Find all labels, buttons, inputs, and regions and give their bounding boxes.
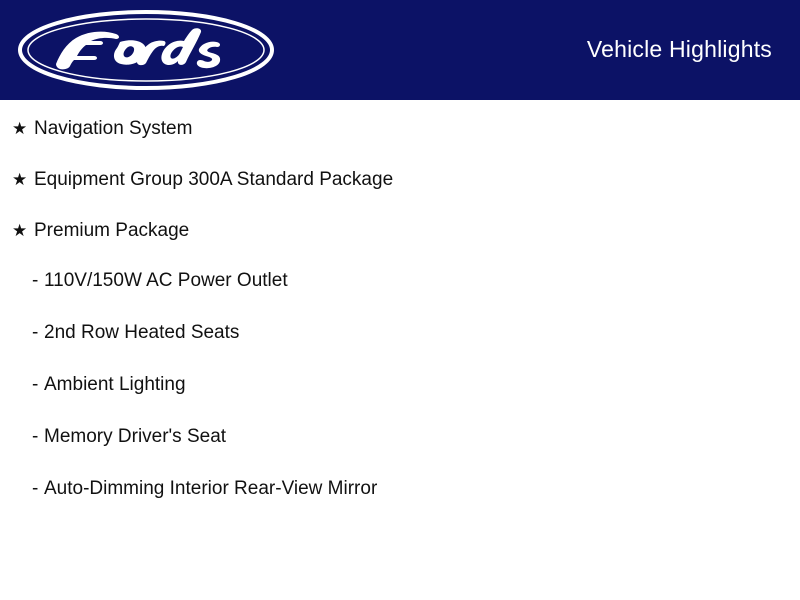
list-item	[0, 426, 800, 449]
page-title: Vehicle Highlights	[586, 35, 772, 62]
highlights-list	[0, 100, 800, 500]
dash-bullet-icon: -	[32, 425, 39, 447]
list-item	[0, 270, 800, 293]
list-item-label: Equipment Group 300A Standard Package	[34, 168, 394, 190]
list-item	[0, 169, 800, 192]
list-item	[0, 220, 800, 243]
list-item	[0, 374, 800, 397]
list-item-label: Navigation System	[34, 118, 193, 139]
ford-oval-logo-icon	[16, 8, 276, 92]
dash-bullet-icon: -	[32, 373, 39, 395]
list-item-label: 110V/150W AC Power Outlet	[44, 270, 288, 292]
list-item-label: 2nd Row Heated Seats	[44, 322, 240, 344]
star-bullet-icon: ★	[12, 169, 28, 189]
star-bullet-icon: ★	[12, 119, 28, 138]
star-bullet-icon: ★	[12, 220, 28, 240]
list-item-label: Premium Package	[34, 219, 190, 241]
dash-bullet-icon: -	[32, 477, 39, 499]
list-item	[0, 478, 800, 501]
page-header	[0, 0, 800, 100]
list-item-label: Auto-Dimming Interior Rear-View Mirror	[44, 477, 378, 499]
dash-bullet-icon: -	[32, 270, 39, 292]
list-item	[0, 322, 800, 345]
list-item-label: Ambient Lighting	[44, 373, 186, 395]
dash-bullet-icon: -	[32, 322, 39, 344]
list-item	[0, 118, 800, 141]
list-item-label: Memory Driver's Seat	[44, 425, 227, 447]
